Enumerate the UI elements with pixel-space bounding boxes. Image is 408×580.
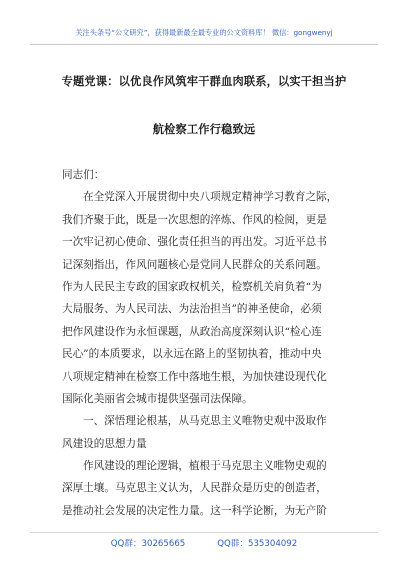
body-line: 作风建设的理论逻辑，植根于马克思主义唯物史观的 xyxy=(83,460,327,473)
footer-qq-group-1: QQ群：30265665 xyxy=(110,539,186,549)
body-line: 八项规定精神在检察工作中落地生根，为加快建设现代化 xyxy=(62,370,327,383)
footer xyxy=(0,537,408,549)
body-line: 深厚土壤。马克思主义认为，人民群众是历史的创造者， xyxy=(62,482,327,495)
body-line: 一次牢记初心使命、强化责任担当的再出发。习近平总书 xyxy=(62,236,327,249)
footer-divider xyxy=(30,532,378,533)
body-line: 我们齐聚于此，既是一次思想的淬炼、作风的检阅，更是 xyxy=(62,213,327,226)
document-title-line-2: 航检察工作行稳致远 xyxy=(152,122,256,136)
header-divider xyxy=(30,44,378,45)
header-banner: 关注头条号“公文研究”，获得最新最全最专业的公文资料库！ 微信：gongwenyj xyxy=(75,28,333,37)
body-line: 国际化美丽省会城市提供坚强司法保障。 xyxy=(62,392,253,405)
document-title-line-1: 专题党课：以优良作风筑牢干群血肉联系，以实干担当护 xyxy=(61,74,347,88)
body-line: 是推动社会发展的决定性力量。这一科学论断，为无产阶 xyxy=(62,504,327,517)
section-heading: 风建设的思想力量 xyxy=(62,437,147,450)
body-line: 作为人民民主专政的国家政权机关，检察机关肩负着“为 xyxy=(62,280,322,293)
body-line: 记深刻指出，作风问题核心是党同人民群众的关系问题。 xyxy=(62,258,327,271)
salutation: 同志们： xyxy=(62,169,105,181)
body-line: 民心”的本质要求，以永远在路上的坚韧执着，推动中央 xyxy=(62,348,322,361)
body-line: 在全党深入开展贯彻中央八项规定精神学习教育之际， xyxy=(83,191,338,204)
footer-qq-group-2: QQ群：535304092 xyxy=(217,539,298,549)
body-line: 大局服务、为人民司法、为法治担当”的神圣使命，必须 xyxy=(62,303,322,316)
document-body xyxy=(62,164,346,522)
section-heading: 一、深悟理论根基，从马克思主义唯物史观中汲取作 xyxy=(83,415,327,428)
body-line: 把作风建设作为永恒课题，从政治高度深刻认识“检心连 xyxy=(62,325,322,338)
